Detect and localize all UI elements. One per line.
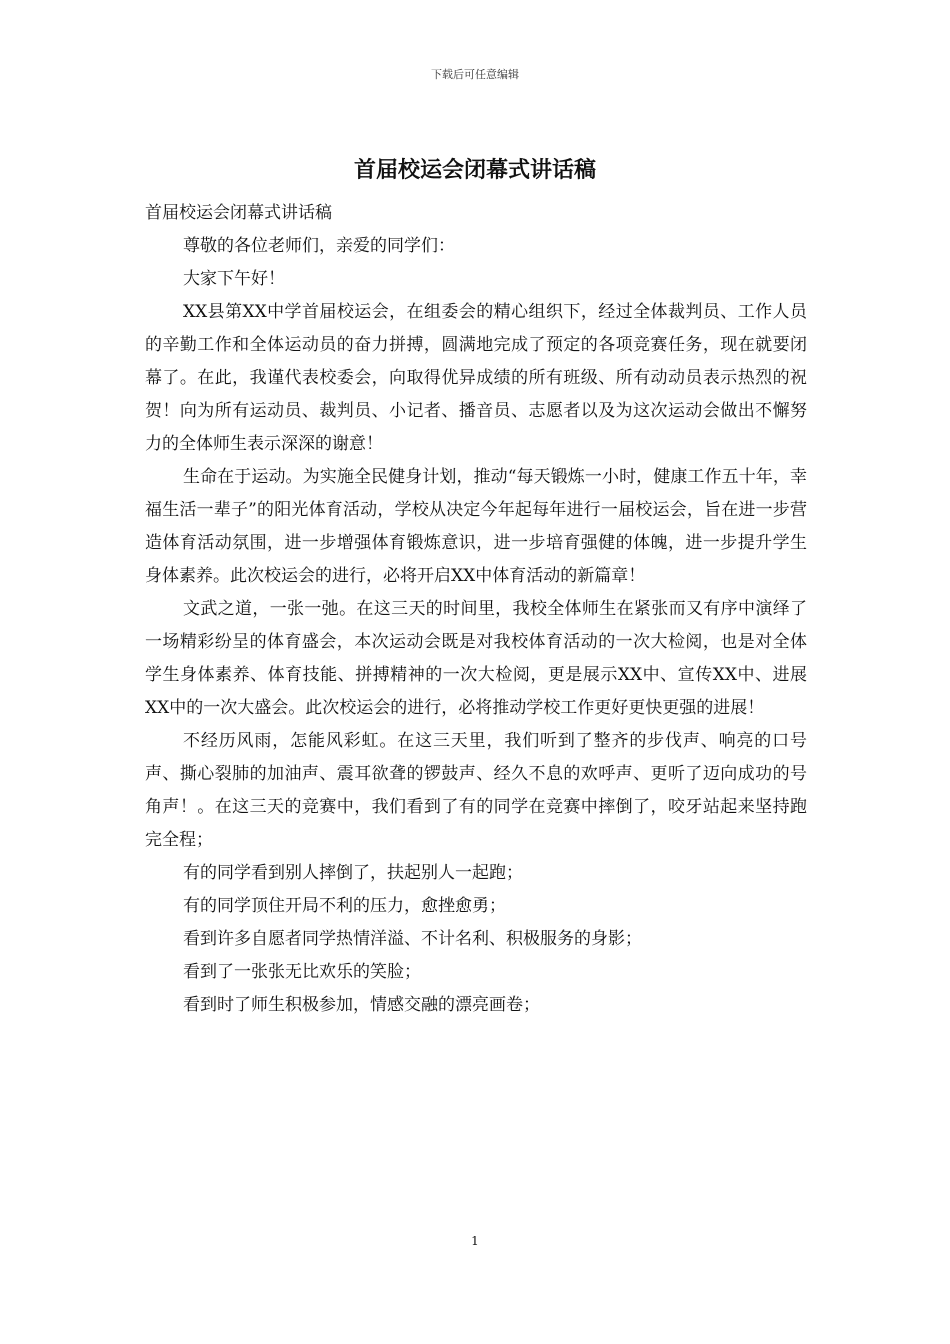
paragraph-body: 看到时了师生积极参加，情感交融的漂亮画卷； <box>183 995 540 1015</box>
paragraph-subtitle: 首届校运会闭幕式讲话稿 <box>145 203 332 223</box>
paragraph-body: 看到许多自愿者同学热情洋溢、不计名利、积极服务的身影； <box>183 929 642 949</box>
paragraph-salutation: 尊敬的各位老师们，亲爱的同学们： <box>183 236 455 256</box>
paragraph-body: 看到了一张张无比欢乐的笑脸； <box>183 962 421 982</box>
document-body <box>145 197 807 1022</box>
paragraph-body: 不经历风雨，怎能风彩虹。在这三天里，我们听到了整齐的步伐声、响亮的口号声、撕心裂肺的加油声、震耳欲聋的锣鼓声、经久不息的欢呼声、更听了迈向成功的号角声！。在这三天的竞赛中，我们看到了有的同学在竞赛中摔倒了，咬牙站起来坚持跑完全程； <box>145 731 807 850</box>
paragraph-body: XX县第XX中学首届校运会，在组委会的精心组织下，经过全体裁判员、工作人员的辛勤工作和全体运动员的奋力拼搏，圆满地完成了预定的各项竞赛任务，现在就要闭幕了。在此，我谨代表校委会，向取得优异成绩的所有班级、所有动动员表示热烈的祝贺！向为所有运动员、裁判员、小记者、播音员、志愿者以及为这次运动会做出不懈努力的全体师生表示深深的谢意！ <box>145 302 807 454</box>
paragraph-body: 有的同学顶住开局不利的压力，愈挫愈勇； <box>183 896 506 916</box>
paragraph-body: 有的同学看到别人摔倒了，扶起别人一起跑； <box>183 863 523 883</box>
paragraph-body: 文武之道，一张一弛。在这三天的时间里，我校全体师生在紧张而又有序中演绎了一场精彩纷呈的体育盛会，本次运动会既是对我校体育活动的一次大检阅，也是对全体学生身体素养、体育技能、拼搏精神的一次大检阅，更是展示XX中、宣传XX中、进展XX中的一次大盛会。此次校运会的进行，必将推动学校工作更好更快更强的进展！ <box>145 599 807 718</box>
paragraph-greeting: 大家下午好！ <box>183 269 285 289</box>
page-number: 1 <box>471 1234 479 1248</box>
page-header-note: 下载后可任意编辑 <box>431 68 519 81</box>
document-title: 首届校运会闭幕式讲话稿 <box>353 157 596 183</box>
paragraph-body: 生命在于运动。为实施全民健身计划，推动“每天锻炼一小时，健康工作五十年，幸福生活一辈子”的阳光体育活动，学校从决定今年起每年进行一届校运会，旨在进一步营造体育活动氛围，进一步增强体育锻炼意识，进一步培育强健的体魄，进一步提升学生身体素养。此次校运会的进行，必将开启XX中体育活动的新篇章！ <box>145 467 807 586</box>
